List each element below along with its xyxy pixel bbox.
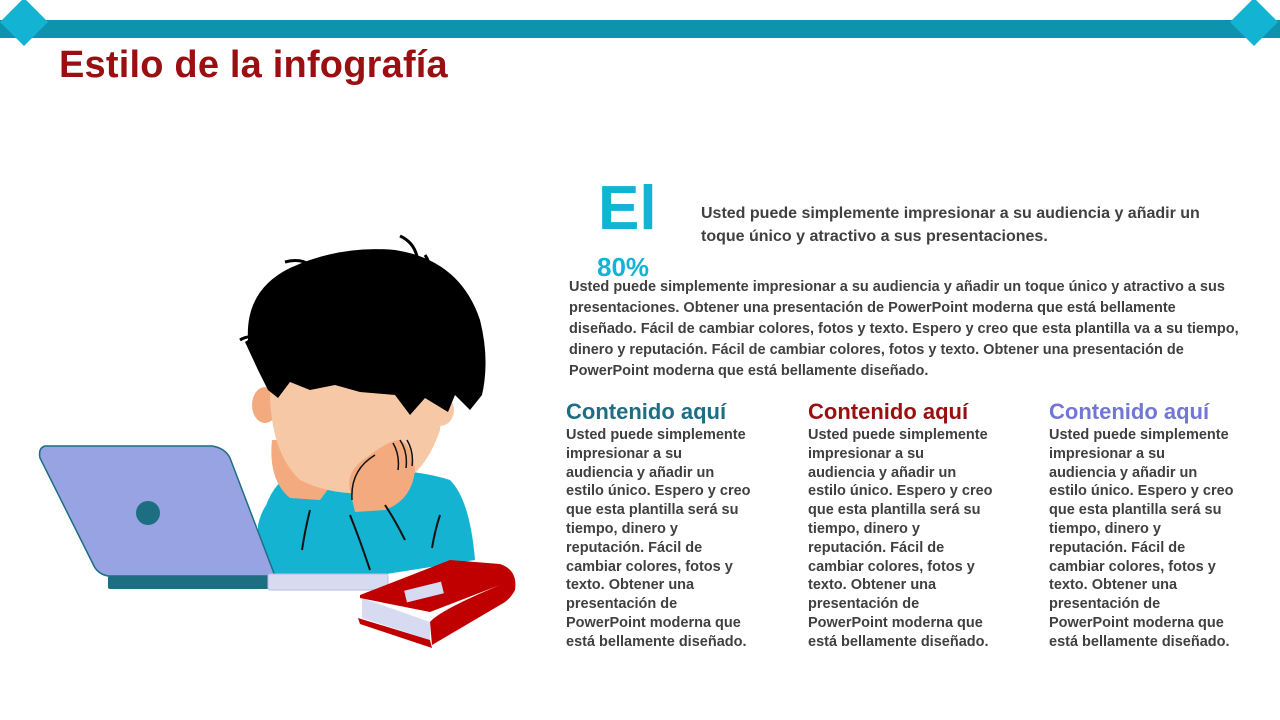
boy-laptop-illustration bbox=[30, 225, 530, 665]
column-body: Usted puede simplemente impresionar a su audiencia y añadir un estilo único. Espero y creo que esta plantilla será su tiempo, dinero y reputación. Fácil de cambiar colores, fotos y texto. Obtener una presentación de PowerPoint moderna que está bellamente diseñado. bbox=[808, 427, 993, 650]
body-paragraph: Usted puede simplemente impresionar a su audiencia y añadir un toque único y atractivo a sus presentaciones. Obtener una presentación de PowerPoint moderna que está bellamente diseñado. Fácil de cambiar colores, fotos y texto. Espero y creo que esta plantilla va a su tiempo, dinero y reputación. Fácil de cambiar colores, fotos y texto. Obtener una presentación de PowerPoint moderna que está bellamente diseñado. bbox=[569, 279, 1239, 379]
intro-text: Usted puede simplemente impresionar a su audiencia y añadir un toque único y atractivo a sus presentaciones. bbox=[701, 205, 1200, 245]
laptop-keyboard bbox=[268, 574, 388, 590]
highlight-percent: 80% bbox=[597, 252, 650, 282]
column-heading: Contenido aquí bbox=[808, 399, 969, 424]
diamond-left-decoration bbox=[0, 0, 48, 46]
content-column-1 bbox=[566, 398, 751, 652]
laptop-base bbox=[108, 576, 278, 589]
page-title: Estilo de la infografía bbox=[59, 44, 448, 86]
content-column-3 bbox=[1049, 398, 1234, 652]
column-body: Usted puede simplemente impresionar a su audiencia y añadir un estilo único. Espero y creo que esta plantilla será su tiempo, dinero y reputación. Fácil de cambiar colores, fotos y texto. Obtener una presentación de PowerPoint moderna que está bellamente diseñado. bbox=[1049, 427, 1234, 650]
laptop-logo bbox=[136, 501, 160, 525]
content-column-2 bbox=[808, 398, 993, 652]
column-heading: Contenido aquí bbox=[1049, 399, 1210, 424]
highlight-big-text: El bbox=[598, 174, 657, 243]
header-bar bbox=[0, 20, 1280, 38]
diamond-right-decoration bbox=[1230, 0, 1278, 46]
hair-shape bbox=[245, 249, 486, 415]
column-body: Usted puede simplemente impresionar a su audiencia y añadir un estilo único. Espero y creo que esta plantilla será su tiempo, dinero y reputación. Fácil de cambiar colores, fotos y texto. Obtener una presentación de PowerPoint moderna que está bellamente diseñado. bbox=[566, 427, 751, 650]
column-heading: Contenido aquí bbox=[566, 399, 727, 424]
